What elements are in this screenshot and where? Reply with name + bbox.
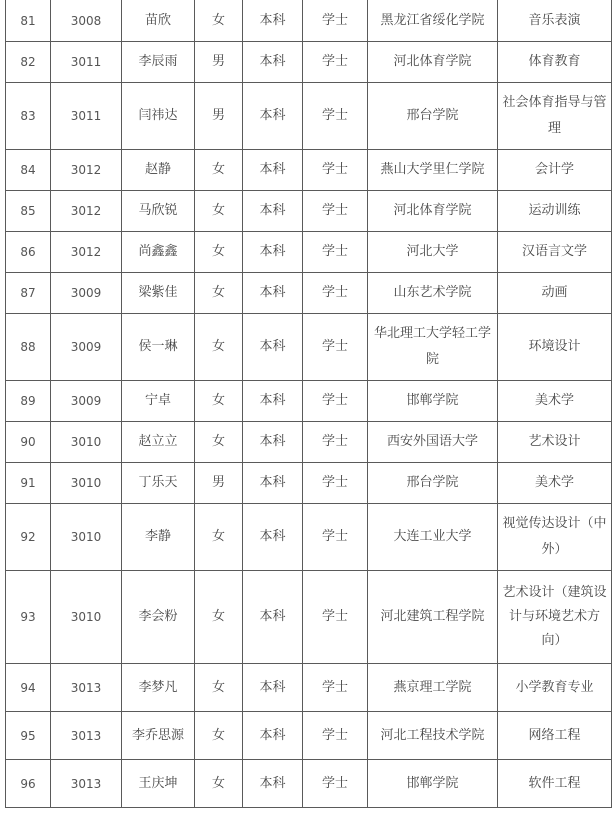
school-cell: 河北建筑工程学院	[368, 571, 498, 664]
major-cell: 动画	[498, 273, 612, 314]
code-cell: 3012	[51, 150, 122, 191]
degree-cell: 学士	[303, 422, 368, 463]
gender-cell: 女	[195, 381, 243, 422]
gender-cell: 女	[195, 273, 243, 314]
row-number-cell: 82	[6, 42, 51, 83]
row-number-cell: 91	[6, 463, 51, 504]
table-row	[6, 760, 612, 808]
code-cell: 3009	[51, 381, 122, 422]
code-cell: 3011	[51, 42, 122, 83]
major-cell: 体育教育	[498, 42, 612, 83]
table-row	[6, 463, 612, 504]
name-cell: 侯一琳	[122, 314, 195, 381]
gender-cell: 女	[195, 150, 243, 191]
school-cell: 河北大学	[368, 232, 498, 273]
school-cell: 邯郸学院	[368, 381, 498, 422]
school-cell: 河北体育学院	[368, 191, 498, 232]
major-cell: 社会体育指导与管理	[498, 83, 612, 150]
table-row	[6, 422, 612, 463]
school-cell: 邢台学院	[368, 83, 498, 150]
table-row	[6, 712, 612, 760]
row-number-cell: 83	[6, 83, 51, 150]
degree-cell: 学士	[303, 42, 368, 83]
level-cell: 本科	[243, 504, 303, 571]
gender-cell: 男	[195, 83, 243, 150]
gender-cell: 女	[195, 0, 243, 42]
level-cell: 本科	[243, 0, 303, 42]
gender-cell: 女	[195, 191, 243, 232]
name-cell: 宁卓	[122, 381, 195, 422]
school-cell: 河北体育学院	[368, 42, 498, 83]
row-number-cell: 86	[6, 232, 51, 273]
code-cell: 3013	[51, 664, 122, 712]
degree-cell: 学士	[303, 191, 368, 232]
level-cell: 本科	[243, 463, 303, 504]
row-number-cell: 84	[6, 150, 51, 191]
school-cell: 燕山大学里仁学院	[368, 150, 498, 191]
name-cell: 王庆坤	[122, 760, 195, 808]
level-cell: 本科	[243, 42, 303, 83]
gender-cell: 女	[195, 712, 243, 760]
name-cell: 梁紫佳	[122, 273, 195, 314]
table-row	[6, 42, 612, 83]
row-number-cell: 90	[6, 422, 51, 463]
degree-cell: 学士	[303, 664, 368, 712]
code-cell: 3010	[51, 463, 122, 504]
degree-cell: 学士	[303, 571, 368, 664]
degree-cell: 学士	[303, 150, 368, 191]
name-cell: 闫祎达	[122, 83, 195, 150]
level-cell: 本科	[243, 314, 303, 381]
gender-cell: 男	[195, 42, 243, 83]
name-cell: 李辰雨	[122, 42, 195, 83]
school-cell: 燕京理工学院	[368, 664, 498, 712]
degree-cell: 学士	[303, 504, 368, 571]
degree-cell: 学士	[303, 463, 368, 504]
school-cell: 邢台学院	[368, 463, 498, 504]
major-cell: 运动训练	[498, 191, 612, 232]
table-row	[6, 314, 612, 381]
code-cell: 3011	[51, 83, 122, 150]
level-cell: 本科	[243, 83, 303, 150]
degree-cell: 学士	[303, 760, 368, 808]
row-number-cell: 81	[6, 0, 51, 42]
code-cell: 3010	[51, 504, 122, 571]
degree-cell: 学士	[303, 273, 368, 314]
name-cell: 李会粉	[122, 571, 195, 664]
level-cell: 本科	[243, 150, 303, 191]
major-cell: 小学教育专业	[498, 664, 612, 712]
major-cell: 网络工程	[498, 712, 612, 760]
gender-cell: 女	[195, 422, 243, 463]
degree-cell: 学士	[303, 314, 368, 381]
major-cell: 艺术设计	[498, 422, 612, 463]
degree-cell: 学士	[303, 0, 368, 42]
code-cell: 3013	[51, 712, 122, 760]
level-cell: 本科	[243, 232, 303, 273]
code-cell: 3013	[51, 760, 122, 808]
row-number-cell: 96	[6, 760, 51, 808]
level-cell: 本科	[243, 191, 303, 232]
school-cell: 邯郸学院	[368, 760, 498, 808]
table-row	[6, 150, 612, 191]
roster-body	[6, 0, 612, 808]
gender-cell: 女	[195, 571, 243, 664]
major-cell: 视觉传达设计（中外）	[498, 504, 612, 571]
major-cell: 会计学	[498, 150, 612, 191]
code-cell: 3010	[51, 571, 122, 664]
code-cell: 3009	[51, 314, 122, 381]
table-row	[6, 191, 612, 232]
row-number-cell: 93	[6, 571, 51, 664]
level-cell: 本科	[243, 712, 303, 760]
row-number-cell: 95	[6, 712, 51, 760]
row-number-cell: 94	[6, 664, 51, 712]
code-cell: 3010	[51, 422, 122, 463]
school-cell: 大连工业大学	[368, 504, 498, 571]
level-cell: 本科	[243, 381, 303, 422]
name-cell: 李静	[122, 504, 195, 571]
gender-cell: 女	[195, 760, 243, 808]
degree-cell: 学士	[303, 381, 368, 422]
name-cell: 丁乐天	[122, 463, 195, 504]
major-cell: 音乐表演	[498, 0, 612, 42]
gender-cell: 男	[195, 463, 243, 504]
code-cell: 3009	[51, 273, 122, 314]
name-cell: 尚鑫鑫	[122, 232, 195, 273]
row-number-cell: 89	[6, 381, 51, 422]
major-cell: 美术学	[498, 463, 612, 504]
name-cell: 马欣锐	[122, 191, 195, 232]
degree-cell: 学士	[303, 232, 368, 273]
level-cell: 本科	[243, 760, 303, 808]
name-cell: 李梦凡	[122, 664, 195, 712]
table-row	[6, 664, 612, 712]
level-cell: 本科	[243, 273, 303, 314]
table-row	[6, 0, 612, 42]
school-cell: 山东艺术学院	[368, 273, 498, 314]
level-cell: 本科	[243, 664, 303, 712]
roster-table	[5, 0, 612, 808]
table-row	[6, 232, 612, 273]
school-cell: 西安外国语大学	[368, 422, 498, 463]
name-cell: 李乔思源	[122, 712, 195, 760]
major-cell: 软件工程	[498, 760, 612, 808]
row-number-cell: 92	[6, 504, 51, 571]
name-cell: 赵立立	[122, 422, 195, 463]
degree-cell: 学士	[303, 83, 368, 150]
table-row	[6, 381, 612, 422]
gender-cell: 女	[195, 664, 243, 712]
degree-cell: 学士	[303, 712, 368, 760]
name-cell: 苗欣	[122, 0, 195, 42]
level-cell: 本科	[243, 571, 303, 664]
major-cell: 美术学	[498, 381, 612, 422]
school-cell: 华北理工大学轻工学院	[368, 314, 498, 381]
row-number-cell: 88	[6, 314, 51, 381]
level-cell: 本科	[243, 422, 303, 463]
major-cell: 汉语言文学	[498, 232, 612, 273]
table-row	[6, 83, 612, 150]
school-cell: 河北工程技术学院	[368, 712, 498, 760]
name-cell: 赵静	[122, 150, 195, 191]
gender-cell: 女	[195, 314, 243, 381]
gender-cell: 女	[195, 232, 243, 273]
gender-cell: 女	[195, 504, 243, 571]
table-row	[6, 504, 612, 571]
code-cell: 3012	[51, 191, 122, 232]
school-cell: 黑龙江省绥化学院	[368, 0, 498, 42]
table-row	[6, 571, 612, 664]
table-row	[6, 273, 612, 314]
major-cell: 环境设计	[498, 314, 612, 381]
code-cell: 3012	[51, 232, 122, 273]
row-number-cell: 87	[6, 273, 51, 314]
major-cell: 艺术设计（建筑设计与环境艺术方向）	[498, 571, 612, 664]
row-number-cell: 85	[6, 191, 51, 232]
code-cell: 3008	[51, 0, 122, 42]
